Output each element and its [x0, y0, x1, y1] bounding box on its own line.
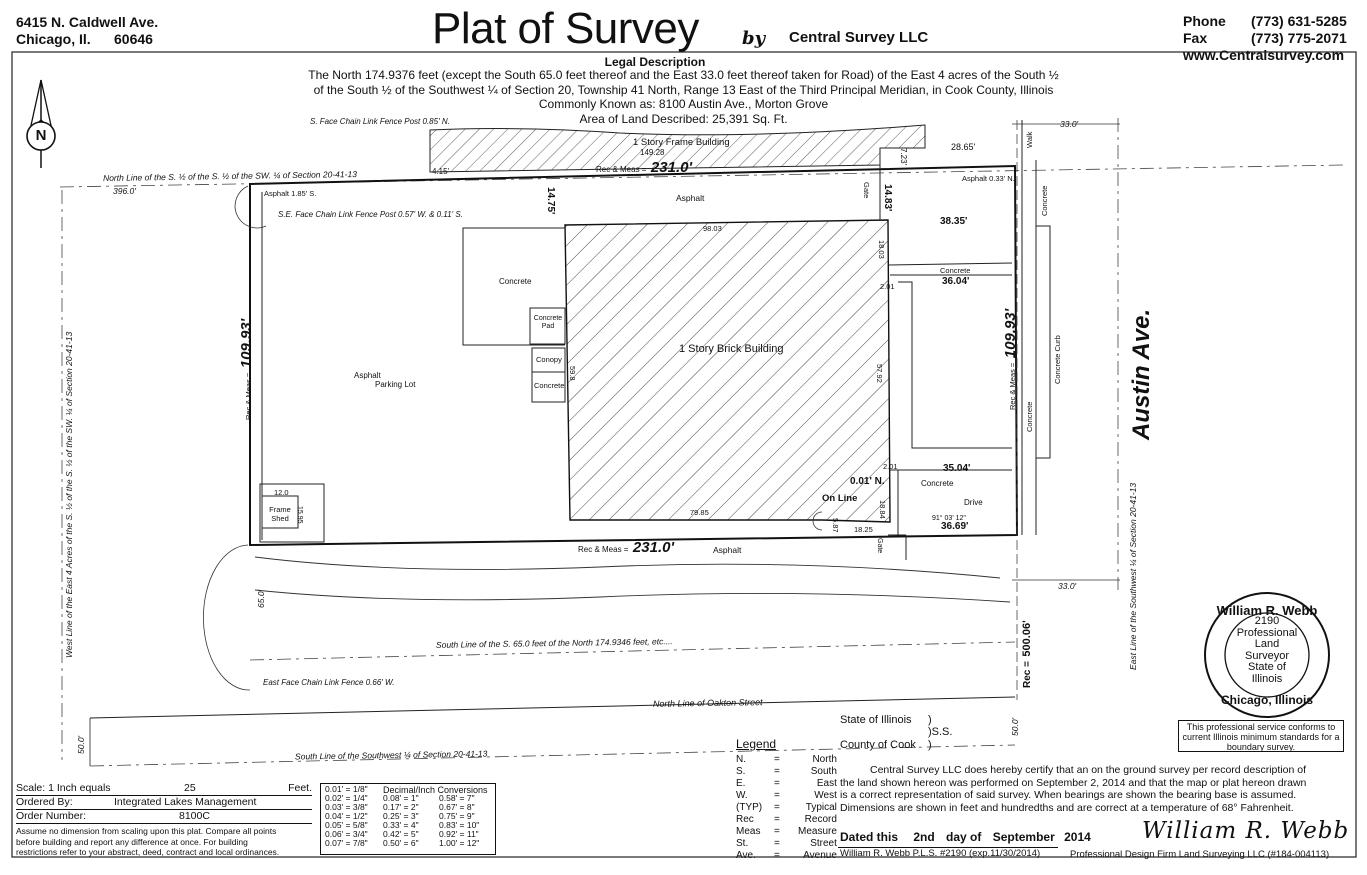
dim-65: 65.0'	[256, 589, 266, 608]
brick-building-label: 1 Story Brick Building	[679, 343, 784, 355]
scale-unit: Feet.	[288, 782, 312, 794]
legal-line-2: of the South ½ of the Southwest ¼ of Section 20, Township 41 North, Range 13 East of the Third Principal Meridian, in Cook County, Illinois	[313, 82, 1054, 97]
address-line-1: 6415 N. Caldwell Ave.	[16, 14, 159, 30]
asphalt-parking-2: Parking Lot	[375, 380, 416, 389]
angle-label: 91° 03' 12"	[932, 515, 966, 522]
jurat-ss: )S.S.	[928, 726, 953, 738]
certification-text: Central Survey LLC does hereby certify that an on the ground survey per record description of the land shown hereon was performed on September 2, 2014 and that the map or plat hereon drawn is a correct representation of said survey. When bearings are shown the bearing base is assumed. Dimensions are shown in feet and hundredths and are correct at a temperature of 68° Fahrenheit.	[840, 764, 1307, 814]
rec-meas-left-value: 109.93'	[238, 318, 255, 369]
frame-building-label: 1 Story Frame Building	[633, 137, 730, 148]
west-line-label: West Line of the East 4 Acres of the S. ½ of the S. ½ of the SW. ¼ of Section 20-41-13	[64, 331, 74, 658]
asphalt-0-33: Asphalt 0.33' N.	[962, 174, 1015, 183]
dim-50-right: 50.0'	[1010, 717, 1020, 736]
conversion-row: 0.07' = 7/8" 0.50' = 6" 1.00' = 12"	[325, 838, 480, 848]
dim-2-01-b: 2.01	[883, 462, 898, 471]
se-face-fence: S.E. Face Chain Link Fence Post 0.57' W. & 0.11' S.	[278, 210, 463, 219]
rec-meas-right-value: 109.93'	[1002, 308, 1019, 359]
rec-meas-top-value: 231.0'	[650, 159, 693, 176]
dated-line: Dated this 2nd day of September 2014	[840, 830, 1091, 844]
rec-meas-bottom-value: 231.0'	[632, 539, 675, 556]
rec-meas-right: Rec & Meas = 109.93'	[1002, 308, 1019, 410]
dated-month: September	[992, 830, 1055, 844]
dated-day: 2nd	[913, 830, 935, 844]
street-name: Austin Ave.	[1128, 308, 1155, 440]
dim-7-23: 7.23'	[899, 148, 908, 166]
address-line-2: Chicago, Il. 60646	[16, 31, 153, 47]
legend-row: S. = South	[736, 766, 837, 777]
order-value: 8100C	[179, 810, 210, 822]
dim-33-bottom: 33.0'	[1058, 581, 1077, 591]
legend-row: W. = West	[736, 790, 837, 801]
legal-heading: Legal Description	[604, 55, 706, 69]
fence-label-s-face: S. Face Chain Link Fence Post 0.85' N.	[310, 117, 450, 126]
jurat-paren-1: )	[928, 714, 932, 726]
seal-city: Chicago, Illinois	[1220, 693, 1313, 707]
legend-row: Rec = Record	[736, 814, 837, 825]
south-line-65: South Line of the S. 65.0 feet of the North 174.9346 feet, etc....	[435, 636, 673, 650]
drive-label: Drive	[964, 498, 983, 507]
dim-14-75: 14.75'	[545, 187, 556, 215]
legal-line-4: Area of Land Described: 25,391 Sq. Ft.	[579, 111, 788, 126]
shed-label: Frame Shed	[269, 505, 291, 523]
dim-4-15: 4.15'	[432, 167, 450, 176]
dim-18-03: 18.03	[877, 240, 886, 259]
legend-title: Legend	[736, 737, 777, 751]
legal-line-3: Commonly Known as: 8100 Austin Ave., Morton Grove	[538, 97, 829, 111]
seal-number: 2190	[1254, 615, 1280, 627]
legend-row: St. = Street	[736, 838, 837, 849]
firm-line: Professional Design Firm Land Surveying LLC (#184-004113)	[1070, 849, 1330, 860]
frame-dim: 149.28	[640, 148, 665, 157]
conversion-row: 0.05' = 5/8" 0.33' = 4" 0.83' = 10"	[325, 820, 480, 830]
rec-meas-top: Rec & Meas = 231.0'	[596, 159, 693, 176]
concrete-vert-1: Concrete	[1040, 185, 1049, 216]
seal-name: William R. Webb	[1216, 603, 1318, 618]
on-line: On Line	[822, 493, 858, 504]
dim-396: 396.0'	[113, 186, 136, 196]
concrete-pad: Concrete Pad	[533, 315, 563, 330]
rec-500: Rec = 500.06'	[1021, 620, 1033, 688]
conversion-row: 0.01' = 1/8"	[325, 784, 368, 794]
concrete-curb: Concrete Curb	[1053, 335, 1062, 384]
dated-year: 2014	[1064, 830, 1091, 844]
concrete-vert-2: Concrete	[1025, 401, 1034, 432]
canopy-label: Conopy	[536, 355, 562, 364]
dim-5-87: 5.87	[831, 518, 840, 533]
dim-2-01-a: 2.01	[880, 282, 895, 291]
gate-top: Gate	[862, 182, 871, 199]
gate-bottom: Gate	[876, 538, 883, 554]
ordered-value: Integrated Lakes Management	[114, 796, 257, 808]
dim-38-35: 38.35'	[940, 216, 968, 227]
conversion-row: 0.06' = 3/4" 0.42' = 5" 0.92' = 11"	[325, 829, 479, 839]
legend-table	[734, 754, 839, 862]
shed-side: 15.95	[296, 506, 303, 524]
asphalt-parking-1: Asphalt	[354, 371, 381, 380]
website[interactable]: www.Centralsurvey.com	[1183, 47, 1345, 63]
north-oakton: North Line of Oakton Street	[652, 697, 763, 709]
brick-building	[565, 220, 890, 522]
north-arrow	[27, 80, 55, 168]
dim-57-92: 57.92	[875, 364, 884, 383]
dim-35-04: 35.04'	[943, 463, 971, 474]
legend-row: E. = East	[736, 778, 837, 789]
dim-0-01: 0.01' N.	[850, 476, 885, 487]
concrete-label-3: Concrete	[921, 479, 954, 488]
north-letter: N	[35, 127, 47, 144]
dim-59-8: 59.8	[568, 366, 577, 381]
concrete-label-2: Concrete	[534, 381, 565, 390]
legend-row: Ave. = Avenue	[736, 850, 837, 861]
order-label: Order Number:	[16, 810, 87, 822]
dim-36-69: 36.69'	[941, 521, 969, 532]
legal-line-1: The North 174.9376 feet (except the South 65.0 feet thereof and the East 33.0 feet thereof taken for Road) of the East 4 acres of the South ½	[308, 68, 1059, 82]
dim-50-left: 50.0'	[76, 735, 86, 754]
dim-36-04: 36.04'	[942, 276, 970, 287]
asphalt-bottom: Asphalt	[713, 545, 742, 555]
rec-meas-bottom: Rec & Meas = 231.0'	[578, 539, 675, 556]
legend-row: Meas = Measure	[736, 826, 837, 837]
signature: William R. Webb	[1142, 818, 1350, 844]
dim-28-65: 28.65'	[951, 142, 976, 152]
phone-number: (773) 631-5285	[1251, 13, 1347, 29]
asphalt-1-85: Asphalt 1.85' S.	[264, 189, 317, 198]
disclaimer: Assume no dimension from scaling upon this plat. Compare all points before building and report any difference at once. For building restrictions refer to your abstract, deed, contract and local ordinances.	[16, 826, 280, 857]
south-line-sw: South Line of the Southwest ¼ of Section 20-41-13	[294, 748, 488, 762]
company-name: Central Survey LLC	[789, 29, 929, 46]
conversion-row: 0.04' = 1/2" 0.25' = 3" 0.75' = 9"	[325, 811, 475, 821]
conversion-row: 0.02' = 1/4" 0.08' = 1" 0.58' = 7"	[325, 793, 475, 803]
page-title: Plat of Survey	[432, 4, 699, 53]
fax-label: Fax	[1183, 30, 1208, 46]
fax-number: (773) 775-2071	[1251, 30, 1347, 46]
rec-500-value: 500.06'	[1021, 620, 1033, 657]
asphalt-top: Asphalt	[676, 193, 705, 203]
concrete-strip: Concrete	[940, 266, 971, 275]
dim-14-83: 14.83'	[882, 184, 893, 212]
conversion-row: 0.03' = 3/8" 0.17' = 2" 0.67' = 8"	[325, 802, 475, 812]
dim-18-25: 18.25	[854, 525, 873, 534]
surveyor-line: William R. Webb P.L.S. #2190 (exp.11/30/2014)	[840, 848, 1041, 859]
seal-notice: This professional service conforms to current Illinois minimum standards for a boundary survey.	[1178, 720, 1344, 752]
conversion-heading: Decimal/Inch Conversions	[383, 785, 488, 795]
concrete-label-1: Concrete	[499, 277, 532, 286]
legend-row: N. = North	[736, 754, 837, 765]
rec-meas-left: Rec & Meas = 109.93'	[238, 318, 255, 420]
scale-value: 25	[184, 782, 196, 794]
north-line-label: North Line of the S. ½ of the S. ½ of the SW. ¼ of Section 20-41-13	[102, 169, 357, 183]
seal-inner: 2190 Professional Land Surveyor State of Illinois	[1227, 616, 1307, 685]
east-face-fence: East Face Chain Link Fence 0.66' W.	[263, 678, 395, 687]
info-block	[16, 782, 312, 824]
ordered-label: Ordered By:	[16, 796, 73, 808]
jurat-paren-2: )	[928, 739, 932, 751]
scale-label: Scale: 1 Inch equals	[16, 782, 111, 794]
shed-dim: 12.0	[274, 488, 289, 497]
conversion-table	[320, 783, 496, 855]
jurat-state: State of Illinois	[840, 714, 912, 726]
dim-33-top: 33.0'	[1060, 119, 1079, 129]
east-line-label: East Line of the Southwest ¼ of Section 20-41-13	[1128, 482, 1138, 670]
legend-row: (TYP) = Typical	[736, 802, 837, 813]
walk-label: Walk	[1025, 131, 1034, 148]
dim-18-84: 18.84	[878, 500, 887, 519]
jurat-county: County of Cook	[840, 739, 916, 751]
by-label: by	[742, 28, 766, 49]
dim-79-85: 79.85	[690, 508, 709, 517]
dim-98-03: 98.03	[703, 224, 722, 233]
phone-label: Phone	[1183, 13, 1226, 29]
